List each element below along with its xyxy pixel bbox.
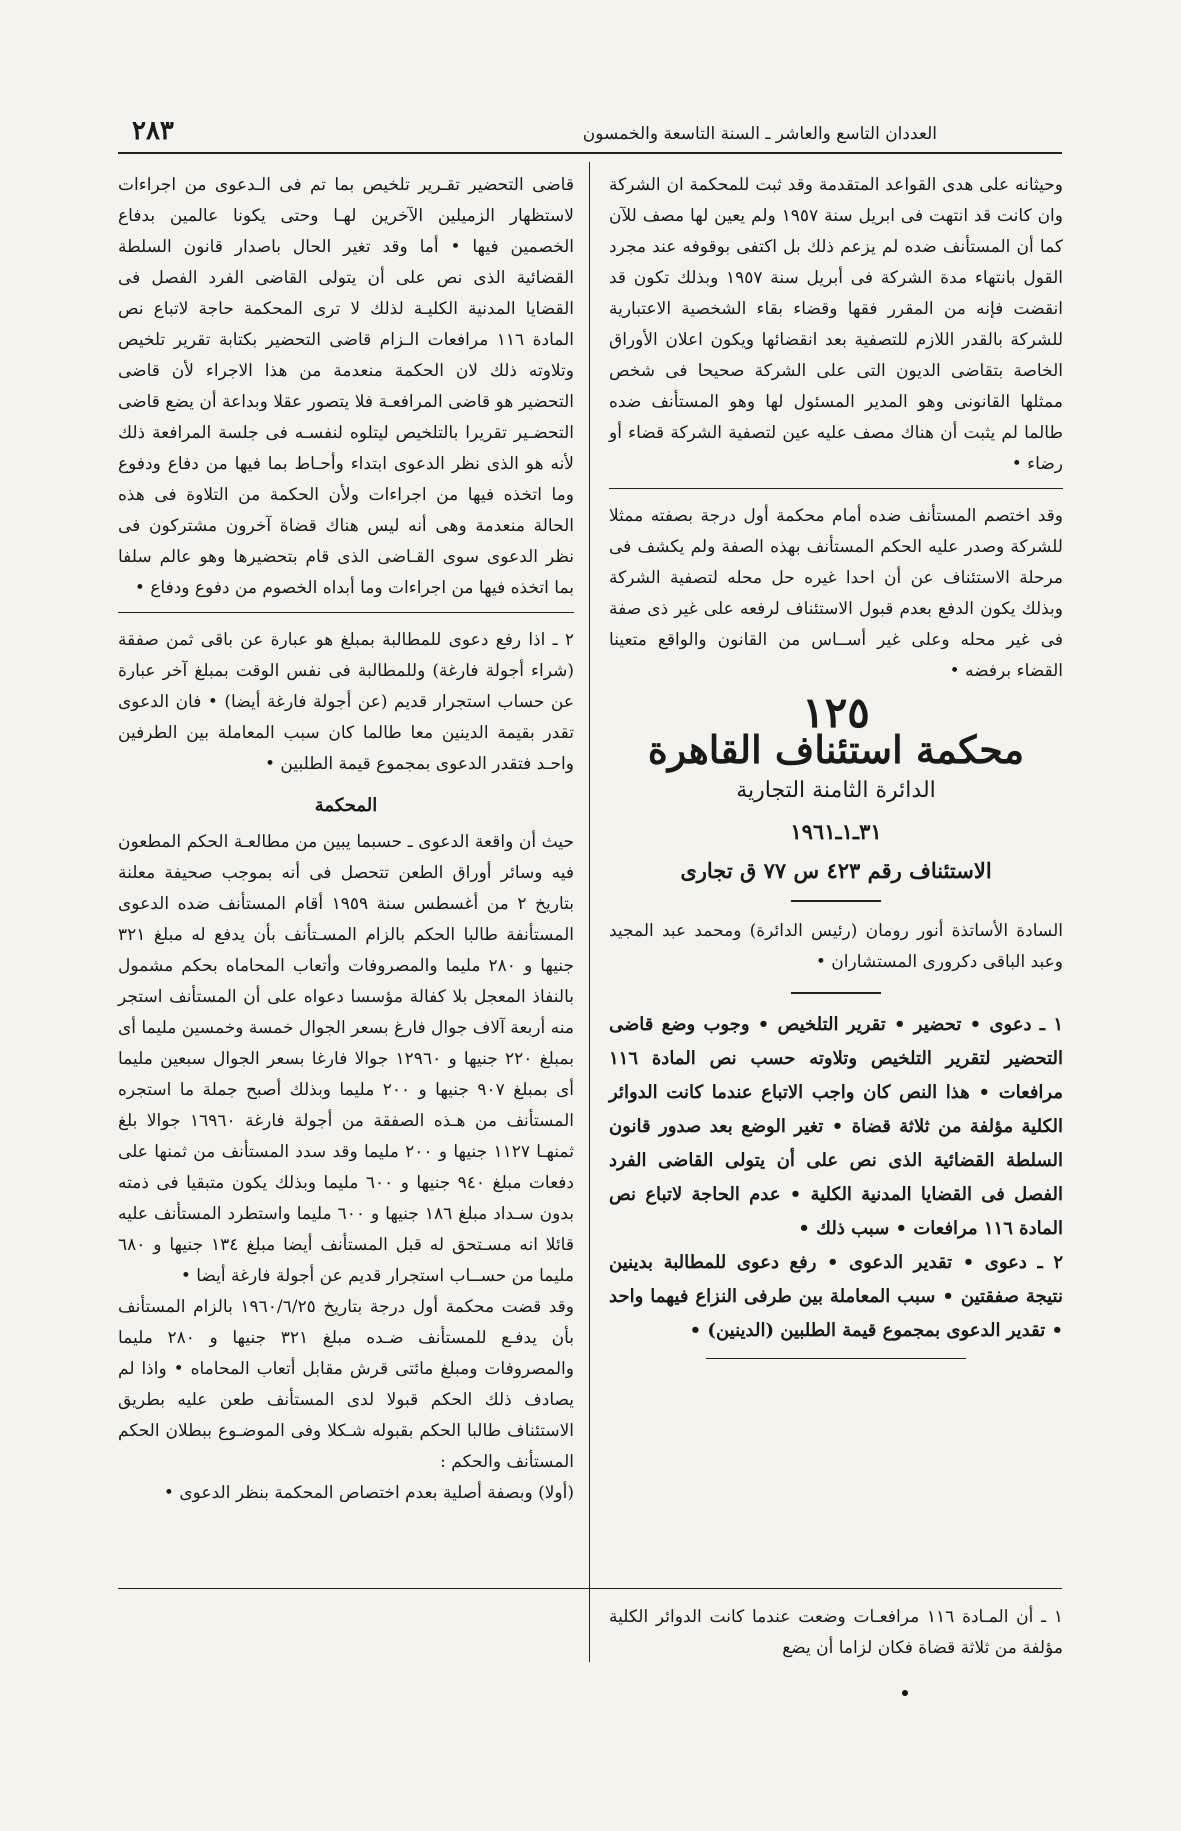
- summary-1: ١ ـ دعوى • تحضير • تقرير التلخيص • وجوب وضع قاضى التحضير لتقرير التلخيص وتلاوته حسب نص المادة ١١٦ مرافعات • هذا النص كان واجب الاتباع عندما كانت الدوائر الكلية مؤلفة من ثلاثة قضاة • تغير الوضع بعد صدور قانون السلطة القضائية الذى نص على أن يتولى القاضى الفرد الفصل فى القضايا المدنية الكلية • عدم الحاجة لاتباع نص المادة ١١٦ مرافعات • سبب ذلك •: [609, 1014, 1064, 1239]
- section-heading: المحكمة: [314, 795, 378, 816]
- left-paragraph-5: (أولا) وبصفة أصلية بعدم اختصاص المحكمة بنظر الدعوى •: [163, 1483, 574, 1503]
- separator: [706, 1358, 966, 1359]
- court-circuit: الدائرة الثامنة التجارية: [736, 778, 936, 803]
- left-paragraph-2: ٢ ـ اذا رفع دعوى للمطالبة بمبلغ هو عبارة عن باقى ثمن صفقة (شراء أجولة فارغة) وللمطالبة فى نفس الوقت بمبلغ آخر عبارة عن حساب استجرار قديم (عن أجولة فارغة أيضا) • فان الدعوى تقدر بقيمة الدينين معا طالما كان سبب المعاملة بين الطرفين واحـد فتقدر الدعوى بمجموع قيمة الطلبين •: [118, 630, 574, 774]
- header-rule: [118, 152, 1062, 154]
- right-bottom-paragraph: ١ ـ أن المـادة ١١٦ مرافعـات وضعت عندما كانت الدوائر الكلية مؤلفة من ثلاثة قضاة فكان لزاما أن يضع: [609, 1607, 1064, 1658]
- header-title: العددان التاسع والعاشر ـ السنة التاسعة والخمسون: [582, 124, 937, 144]
- separator: [791, 900, 881, 902]
- right-paragraph-1: وحيثانه على هدى القواعد المتقدمة وقد ثبت للمحكمة ان الشركة وان كانت قد انتهت فى ابريل سنة ١٩٥٧ ولم يعين لها مصف للآن كما أن المستأنف ضده لم يزعم ذلك بل اكتفى بوقوفه عند مجرد القول بانتهاء مدة الشركة فى أبريل سنة ١٩٥٧ وبذلك تكون قد انقضت فإنه من المقرر فقها وقضاء بقاء الشخصية الاعتبارية للشركة بالقدر اللازم للتصفية بعد انقضائها ويكون اعلان الأوراق الخاصة بتقاضى الديون التى على الشركة صحيحا فى شخص ممثلها القانونى وهو المدير المسئول لها وهو المستأنف ضده طالما لم يثبت أن هناك مصف عليه عين لتصفية الشركة قضاء أو رضاء •: [609, 175, 1063, 474]
- summary-2: ٢ ـ دعوى • تقدير الدعوى • رفع دعوى للمطالبة بدينين نتيجة صفقتين • سبب المعاملة بين طرفى النزاع فيهما واحد • تقدير الدعوى بمجموع قيمة الطلبين (الدينين) •: [609, 1252, 1063, 1341]
- left-paragraph-1: قاضى التحضير تقـرير تلخيص بما تم فى الـدعوى من اجراءات لاستظهار الزميلين الآخرين لهـا وحتى يكونا عالمين بدفاع الخصمين فيها • أما وقد تغير الحال باصدار قانون السلطة القضائية الذى نص على أن يتولى القاضى الفرد الفصل فى القضايا المدنية الكليـة لذلك لا ترى المحكمة حاجة لاتباع نص المادة ١١٦ مرافعات الـزام قاضى التحضير بكتابة تقرير تلخيص وتلاوته ذلك لان الحكمة منعدمة من هذا الاجراء لأن قاضى التحضير هو قاضى المرافعـة فلا يتصور عقلا وبداعة أن يضع قاضى التحضـير تقريرا بالتلخيص ليتلوه لنفسـه فى جلسة المرافعة ذلك لأنه هو الذى نظر الدعوى ابتداء وأحـاط بما فيها من دفاع ودفوع وما اتخذه فيها من اجراءات ولأن الحكمة من التلاوة فى هذه الحالة منعدمة وهى أنه ليس هناك قضاة آخرون مشتركون فى نظر الدعوى سوى القـاضى الذى قام بتحضيرها وهو عالم سلفا بما اتخذه فيها من اجراءات وما أبداه الخصوم من دفوع ودفاع •: [118, 175, 574, 598]
- right-paragraph-2: وقد اختصم المستأنف ضده أمام محكمة أول درجة بصفته ممثلا للشركة وصدر عليه الحكم المستأنف بهذه الصفة ولم يكشف فى مرحلة الاستئناف عن أن احدا غيره حل محله لتصفية الشركة وبذلك يكون الدفع بعدم قبول الاستئناف لرفعه على غير ذى صفة فى غير محله وعلى غير أســاس من القانون والواقع متعينا القضاء برفضه •: [609, 506, 1063, 681]
- right-column: [609, 170, 1063, 1373]
- left-column: [118, 170, 574, 1509]
- appeal-number: الاستئناف رقم ٤٢٣ س ٧٧ ق تجارى: [680, 858, 992, 883]
- page-number: ٢٨٣: [132, 116, 174, 146]
- column-divider: [589, 162, 590, 1662]
- stray-dot: [902, 1690, 908, 1696]
- paragraph-rule: [609, 488, 1063, 489]
- judgment-date: ٣١ـ١ـ١٩٦١: [790, 819, 882, 844]
- right-bottom-text: [609, 1602, 1063, 1664]
- paragraph-rule: [118, 612, 574, 613]
- bottom-rule: [118, 1588, 1062, 1589]
- judges-list: السادة الأساتذة أنور رومان (رئيس الدائرة) ومحمد عبد المجيد وعبد الباقى دكرورى المستشاران •: [609, 921, 1063, 972]
- left-paragraph-4: وقد قضت محكمة أول درجة بتاريخ ١٩٦٠/٦/٢٥ بالزام المستأنف بأن يدفـع للمستأنف ضـده مبلغ ٣٢١ جنيها و ٢٨٠ مليما والمصروفات ومبلغ مائتى قرش مقابل أتعاب المحاماه • واذا لم يصادف ذلك الحكم قبولا لدى المستأنف طعن عليه بطريق الاستئناف طالبا الحكم بقبوله شـكلا وفى الموضـوع ببطلان الحكم المستأنف والحكم :: [118, 1297, 575, 1472]
- separator: [791, 992, 881, 994]
- left-paragraph-3: حيث أن واقعة الدعوى ـ حسبما يبين من مطالعـة الحكم المطعون فيه وسائر أوراق الطعن تتحصل فى أنه بموجب صحيفة معلنة بتاريخ ٢ من أغسطس سنة ١٩٥٩ أقام المستأنف ضده الدعوى المستأنفة طالبا الحكم بالزام المسـتأنف بأن يدفع له مبلغ ٣٢١ جنيها و ٢٨٠ مليما والمصروفات وأتعاب المحاماه بحكم مشمول بالنفاذ المعجل بلا كفالة مؤسسا دعواه على أن المستأنف استجر منه أربعة آلاف جوال فارغ بسعر الجوال خمسة وخمسين مليما أى بمبلغ ٢٢٠ جنيها و ١٢٩٦٠ جوالا فارغا بسعر الجوال سبعين مليما أى بمبلغ ٩٠٧ جنيها و ٢٠٠ مليما وبذلك أصبح جملة ما استجره المستأنف من هـذه الصفقة من أجولة فارغة ١٦٩٦٠ جوالا بلغ ثمنهـا ١١٢٧ جنيها و ٢٠٠ مليما وقد سدد المستأنف من ثمنها على دفعات مبلغ ٩٤٠ جنيها و ٦٠٠ مليما وبذلك يكون متبقيا فى ذمته بدون سـداد مبلغ ١٨٦ جنيها و ٦٠٠ مليما واستطرد المستأنف عليه قائلا انه مسـتحق له قبل المستأنف أيضا مبلغ ١٣٤ جنيها و ٦٨٠ مليما من حســاب استجرار قديم عن أجولة فارغة أيضا •: [118, 832, 575, 1286]
- page-header: [132, 114, 1032, 154]
- court-name: محكمة استئناف القاهرة: [647, 727, 1025, 772]
- case-number: ١٢٥: [802, 688, 870, 737]
